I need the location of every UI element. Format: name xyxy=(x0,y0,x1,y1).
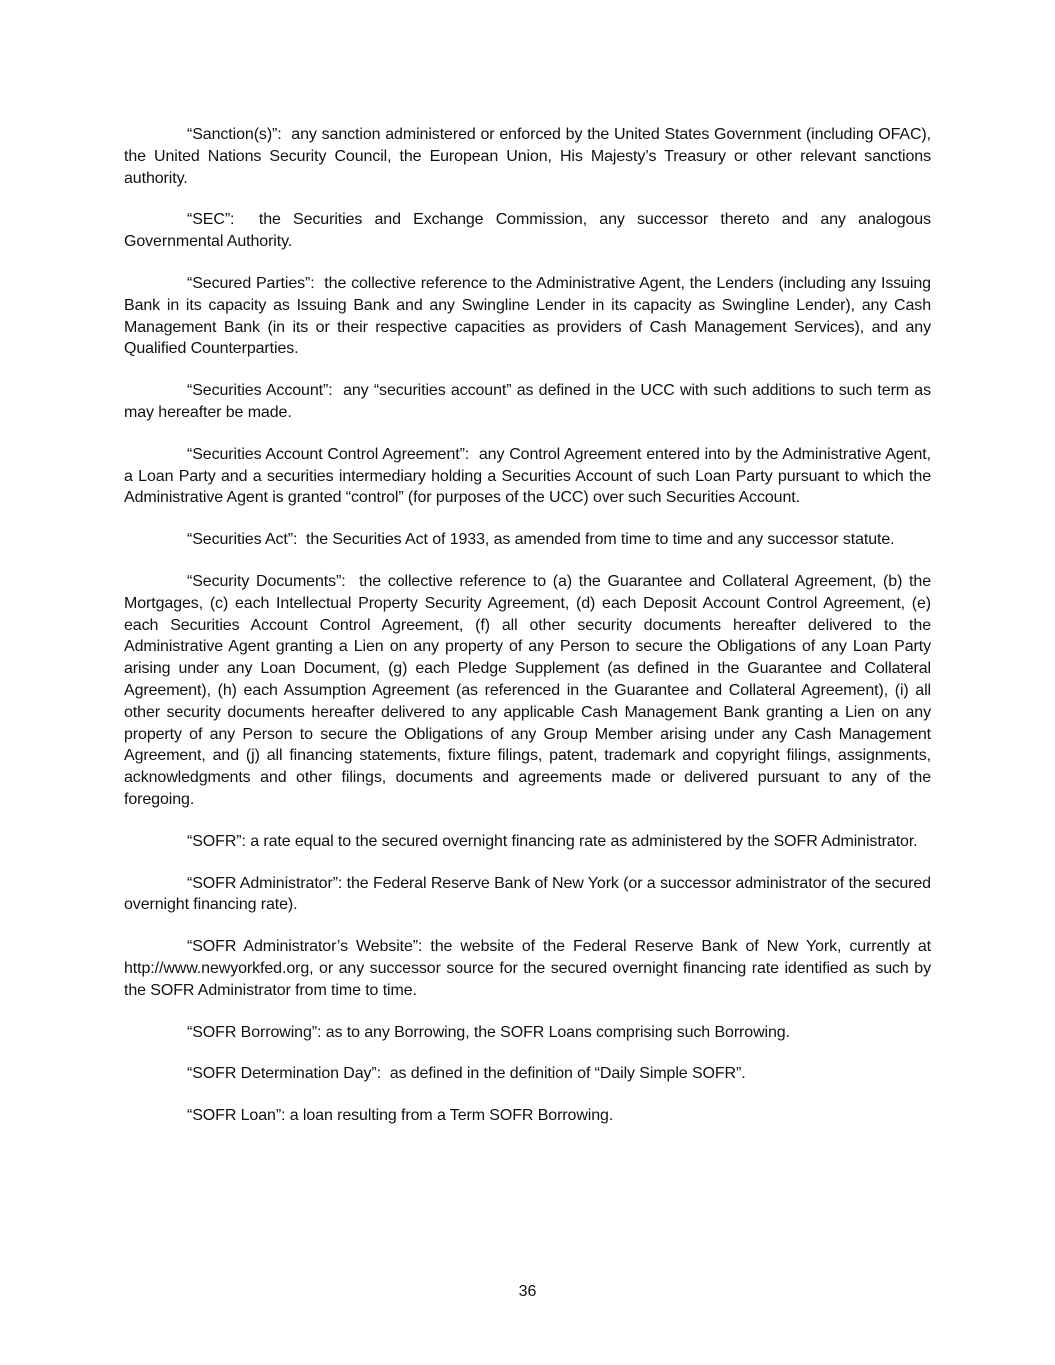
definition-sofr-borrowing xyxy=(124,1022,931,1044)
definition-text: the collective reference to the Administrative Agent, the Lenders (including any Issuing Bank in its capacity as Issuing Bank and any Swingline Lender in its capacity as Swingline Lender), any Cash Management Bank (in its or their respective capacities as providers of Cash Management Services), and any Qualified Counterparties. xyxy=(124,274,931,358)
definition-sec xyxy=(124,209,931,253)
defined-term: “SEC”: xyxy=(187,211,235,229)
definition-sofr-administrators-website xyxy=(124,936,931,1001)
definition-sofr-loan xyxy=(124,1105,931,1127)
defined-term: “Securities Account Control Agreement”: xyxy=(187,445,470,463)
definition-text: as defined in the definition of “Daily Simple SOFR”. xyxy=(389,1065,746,1083)
defined-term: “Secured Parties”: xyxy=(187,274,315,292)
definition-text: the collective reference to (a) the Guarantee and Collateral Agreement, (b) the Mortgages, (c) each Intellectual Property Security Agreement, (d) each Deposit Account Control Agreement, (e) each Securities Account Control Agreement, (f) all other security documents hereafter delivered to the Administrative Agent granting a Lien on any property of any Person to secure the Obligations of any Loan Party arising under any Loan Document, (g) each Pledge Supplement (as defined in the Guarantee and Collateral Agreement), (h) each Assumption Agreement (as referenced in the Guarantee and Collateral Agreement), (i) all other security documents hereafter delivered to any applicable Cash Management Bank granting a Lien on any property of any Person to secure the Obligations of any Group Member arising under any Cash Management Agreement, and (j) all financing statements, fixture filings, patent, trademark and copyright filings, assignments, acknowledgments and other filings, documents and agreements made or delivered pursuant to any of the foregoing. xyxy=(124,572,932,808)
definition-security-documents xyxy=(124,571,931,811)
definition-text: the Securities and Exchange Commission, any successor thereto and any analogous Governmental Authority. xyxy=(124,211,931,251)
definition-text: a loan resulting from a Term SOFR Borrowing. xyxy=(289,1107,614,1125)
definition-text: any Control Agreement entered into by the Administrative Agent, a Loan Party and a securities intermediary holding a Securities Account of such Loan Party pursuant to which the Administrative Agent is granted “control” (for purposes of the UCC) over such Securities Account. xyxy=(124,445,931,507)
definition-secured-parties xyxy=(124,273,931,360)
definition-text: any “securities account” as defined in the UCC with such additions to such term as may hereafter be made. xyxy=(124,382,931,421)
definition-securities-account-control-agreement xyxy=(124,444,931,509)
defined-term: “SOFR Loan”: xyxy=(187,1107,286,1125)
definition-text: as to any Borrowing, the SOFR Loans comprising such Borrowing. xyxy=(325,1023,790,1041)
definition-text: the Federal Reserve Bank of New York (or a successor administrator of the secured overnight financing rate). xyxy=(124,874,931,914)
definition-text: the website of the Federal Reserve Bank of New York, currently at http://www.newyorkfed.org, or any successor source for the secured overnight financing rate identified as such by the SOFR Administrator from time to time. xyxy=(124,938,931,999)
defined-term: “SOFR Administrator”: xyxy=(187,874,343,892)
defined-term: “SOFR Administrator’s Website”: xyxy=(187,938,423,956)
defined-term: “Securities Act”: xyxy=(187,531,298,549)
document-body xyxy=(124,124,931,1147)
defined-term: “Security Documents”: xyxy=(187,572,346,590)
definition-text: any sanction administered or enforced by the United States Government (including OFAC), the United Nations Security Council, the European Union, His Majesty’s Treasury or other relevant sanctions authority. xyxy=(124,126,931,187)
defined-term: “SOFR”: xyxy=(187,832,246,850)
definition-text: the Securities Act of 1933, as amended from time to time and any successor statute. xyxy=(306,531,895,549)
definition-securities-act xyxy=(124,529,931,551)
defined-term: “SOFR Determination Day”: xyxy=(187,1065,381,1083)
definition-sofr-determination-day xyxy=(124,1063,931,1085)
definition-sofr xyxy=(124,831,931,853)
page-number: 36 xyxy=(518,1283,537,1300)
definition-securities-account xyxy=(124,380,931,424)
defined-term: “Securities Account”: xyxy=(187,382,333,400)
definition-sanctions xyxy=(124,124,931,189)
defined-term: “Sanction(s)”: xyxy=(187,126,282,143)
definition-sofr-administrator xyxy=(124,873,931,917)
definition-text: a rate equal to the secured overnight financing rate as administered by the SOFR Administrator. xyxy=(250,832,918,850)
defined-term: “SOFR Borrowing”: xyxy=(187,1023,322,1041)
